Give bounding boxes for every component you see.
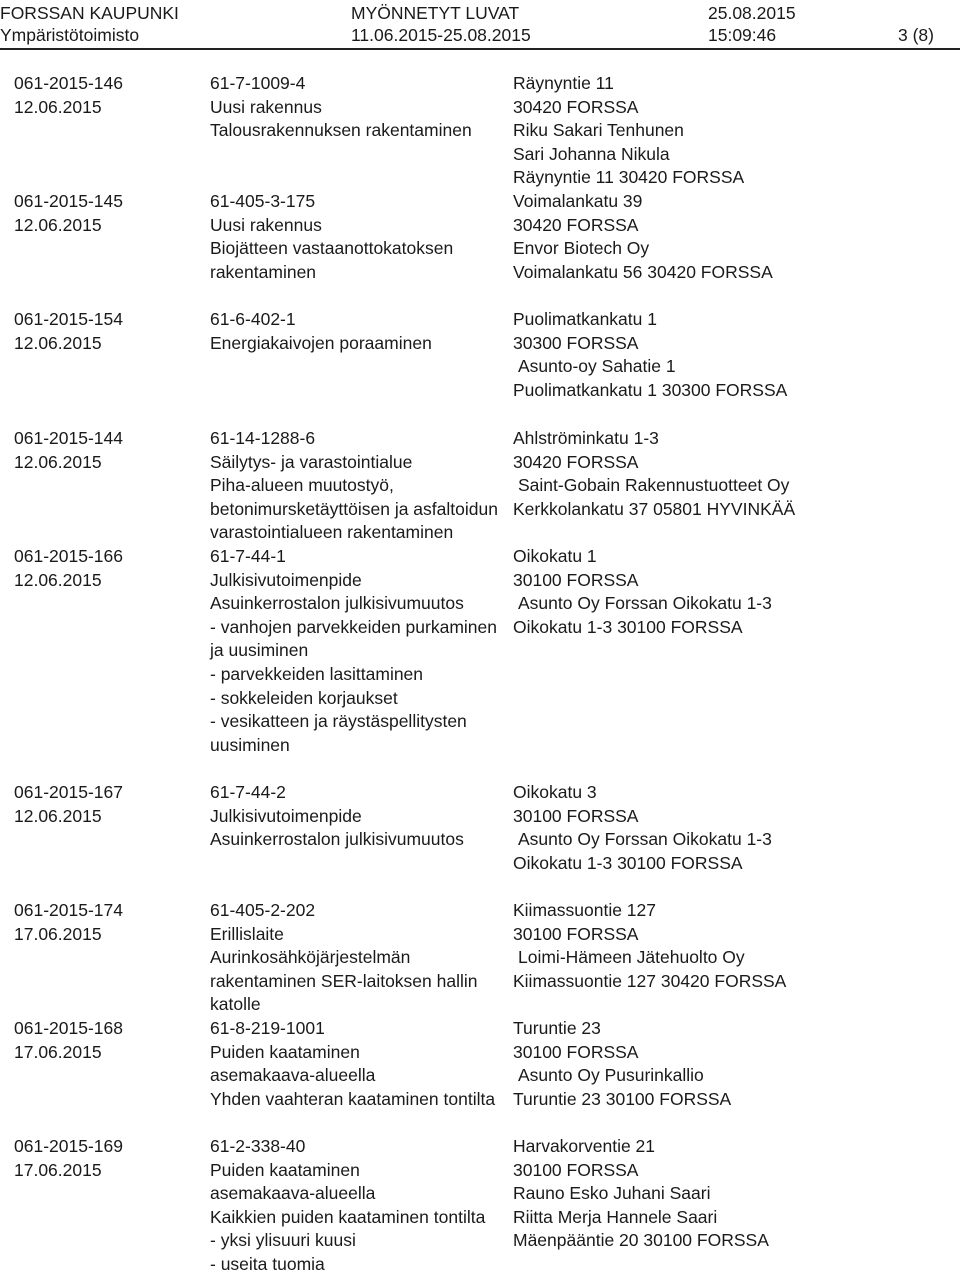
- permit-number: 061-2015-145: [14, 191, 123, 211]
- detail-line: katolle: [210, 994, 261, 1015]
- detail-line: rakentaminen SER-laitoksen hallin: [210, 970, 478, 991]
- header-row-2: [0, 24, 960, 46]
- address-line: Riitta Merja Hannele Saari: [513, 1206, 718, 1227]
- detail-line: - parvekkeiden lasittaminen: [210, 663, 424, 684]
- address-line: Oikokatu 1-3 30100 FORSSA: [513, 616, 743, 637]
- detail-line: Puiden kaataminen: [210, 1041, 360, 1062]
- address-line: 30100 FORSSA: [513, 1041, 639, 1062]
- detail-line: Kaikkien puiden kaataminen tontilta: [210, 1206, 486, 1227]
- permit-date: 12.06.2015: [14, 451, 102, 472]
- detail-line: rakentaminen: [210, 261, 317, 282]
- detail-line: ja uusiminen: [210, 640, 309, 661]
- detail-line: 61-14-1288-6: [210, 428, 316, 448]
- permit-number: 061-2015-144: [14, 428, 123, 448]
- permit-date: 17.06.2015: [14, 1041, 102, 1062]
- permit-details-column: [210, 781, 505, 852]
- permit-address-column: [513, 899, 953, 993]
- address-line: Envor Biotech Oy: [513, 238, 650, 259]
- address-line: Asunto Oy Pusurinkallio: [518, 1065, 704, 1086]
- permit-details-column: [210, 545, 505, 757]
- permit-date: 12.06.2015: [14, 569, 102, 590]
- permit-number: 061-2015-168: [14, 1018, 123, 1038]
- address-line: Kiimassuontie 127: [513, 900, 656, 920]
- detail-line: Biojätteen vastaanottokatoksen: [210, 238, 454, 259]
- permit-id-column: [14, 1017, 194, 1064]
- address-line: 30100 FORSSA: [513, 1159, 639, 1180]
- detail-line: uusiminen: [210, 734, 290, 755]
- address-line: Voimalankatu 56 30420 FORSSA: [513, 261, 773, 282]
- permit-date: 12.06.2015: [14, 332, 102, 353]
- permit-address-column: [513, 1017, 953, 1111]
- permit-number: 061-2015-146: [14, 73, 123, 93]
- detail-line: 61-7-44-2: [210, 782, 286, 802]
- detail-line: Erillislaite: [210, 923, 284, 944]
- address-line: Räynyntie 11: [513, 73, 614, 93]
- detail-line: Yhden vaahteran kaataminen tontilta: [210, 1088, 496, 1109]
- permit-details-column: [210, 1135, 505, 1277]
- detail-line: 61-405-2-202: [210, 900, 316, 920]
- detail-line: Asuinkerrostalon julkisivumuutos: [210, 593, 464, 614]
- address-line: Turuntie 23: [513, 1018, 601, 1038]
- permit-number: 061-2015-167: [14, 782, 123, 802]
- detail-line: varastointialueen rakentaminen: [210, 522, 454, 543]
- detail-line: asemakaava-alueella: [210, 1183, 376, 1204]
- permit-date: 12.06.2015: [14, 214, 102, 235]
- address-line: Turuntie 23 30100 FORSSA: [513, 1088, 732, 1109]
- address-line: 30100 FORSSA: [513, 805, 639, 826]
- detail-line: 61-2-338-40: [210, 1136, 306, 1156]
- permit-address-column: [513, 545, 953, 639]
- detail-line: betonimursketäyttöisen ja asfaltoidun: [210, 498, 498, 519]
- permit-address-column: [513, 308, 953, 402]
- detail-line: Piha-alueen muutostyö,: [210, 475, 394, 496]
- detail-line: - sokkeleiden korjaukset: [210, 687, 398, 708]
- address-line: Oikokatu 1-3 30100 FORSSA: [513, 852, 743, 873]
- detail-line: - useita tuomia: [210, 1253, 325, 1274]
- detail-line: Asuinkerrostalon julkisivumuutos: [210, 829, 464, 850]
- detail-line: - vanhojen parvekkeiden purkaminen: [210, 616, 497, 637]
- address-line: Sari Johanna Nikula: [513, 143, 670, 164]
- detail-line: asemakaava-alueella: [210, 1065, 376, 1086]
- address-line: Harvakorventie 21: [513, 1136, 656, 1156]
- report-title: MYÖNNETYT LUVAT: [351, 3, 520, 23]
- address-line: 30300 FORSSA: [513, 332, 639, 353]
- address-line: Asunto Oy Forssan Oikokatu 1-3: [518, 829, 772, 850]
- permit-id-column: [14, 899, 194, 946]
- permit-details-column: [210, 1017, 505, 1111]
- header-row-1: [0, 2, 960, 24]
- address-line: Puolimatkankatu 1: [513, 309, 657, 329]
- address-line: Oikokatu 1: [513, 546, 597, 566]
- permit-details-column: [210, 427, 505, 545]
- permit-date: 17.06.2015: [14, 923, 102, 944]
- permit-number: 061-2015-174: [14, 900, 123, 920]
- address-line: 30420 FORSSA: [513, 451, 639, 472]
- detail-line: 61-6-402-1: [210, 309, 296, 329]
- detail-line: Aurinkosähköjärjestelmän: [210, 947, 411, 968]
- permit-address-column: [513, 781, 953, 875]
- page-number: 3 (8): [898, 25, 934, 45]
- detail-line: Julkisivutoimenpide: [210, 569, 362, 590]
- permit-id-column: [14, 781, 194, 828]
- detail-line: Säilytys- ja varastointialue: [210, 451, 413, 472]
- permit-date: 12.06.2015: [14, 805, 102, 826]
- detail-line: Puiden kaataminen: [210, 1159, 360, 1180]
- permit-number: 061-2015-154: [14, 309, 123, 329]
- report-date: 25.08.2015: [708, 3, 796, 23]
- address-line: 30100 FORSSA: [513, 923, 639, 944]
- detail-line: Energiakaivojen poraaminen: [210, 332, 432, 353]
- permit-details-column: [210, 190, 505, 284]
- permit-address-column: [513, 190, 953, 284]
- permit-id-column: [14, 545, 194, 592]
- detail-line: 61-405-3-175: [210, 191, 316, 211]
- address-line: Asunto Oy Forssan Oikokatu 1-3: [518, 593, 772, 614]
- permit-address-column: [513, 72, 953, 190]
- detail-line: Uusi rakennus: [210, 96, 322, 117]
- report-time: 15:09:46: [708, 25, 777, 45]
- detail-line: - vesikatteen ja räystäspellitysten: [210, 711, 467, 732]
- permit-id-column: [14, 427, 194, 474]
- org-name: FORSSAN KAUPUNKI: [0, 3, 179, 23]
- permit-id-column: [14, 72, 194, 119]
- detail-line: - yksi ylisuuri kuusi: [210, 1230, 356, 1251]
- permit-id-column: [14, 1135, 194, 1182]
- detail-line: 61-7-44-1: [210, 546, 286, 566]
- address-line: Voimalankatu 39: [513, 191, 643, 211]
- address-line: Mäenpääntie 20 30100 FORSSA: [513, 1230, 769, 1251]
- header-divider: [0, 48, 960, 50]
- detail-line: 61-7-1009-4: [210, 73, 306, 93]
- address-line: Saint-Gobain Rakennustuotteet Oy: [518, 475, 790, 496]
- detail-line: Talousrakennuksen rakentaminen: [210, 120, 472, 141]
- permit-date: 17.06.2015: [14, 1159, 102, 1180]
- permit-address-column: [513, 427, 953, 521]
- permit-id-column: [14, 190, 194, 237]
- report-period: 11.06.2015-25.08.2015: [351, 25, 531, 45]
- address-line: Loimi-Hämeen Jätehuolto Oy: [518, 947, 745, 968]
- detail-line: Julkisivutoimenpide: [210, 805, 362, 826]
- permit-details-column: [210, 899, 505, 1017]
- address-line: Asunto-oy Sahatie 1: [518, 356, 676, 377]
- permit-address-column: [513, 1135, 953, 1253]
- address-line: 30420 FORSSA: [513, 96, 639, 117]
- permit-number: 061-2015-166: [14, 546, 123, 566]
- address-line: Riku Sakari Tenhunen: [513, 120, 684, 141]
- address-line: Kiimassuontie 127 30420 FORSSA: [513, 970, 787, 991]
- address-line: 30100 FORSSA: [513, 569, 639, 590]
- permit-details-column: [210, 308, 505, 355]
- address-line: Oikokatu 3: [513, 782, 597, 802]
- detail-line: 61-8-219-1001: [210, 1018, 325, 1038]
- address-line: Rauno Esko Juhani Saari: [513, 1183, 711, 1204]
- detail-line: Uusi rakennus: [210, 214, 322, 235]
- address-line: Puolimatkankatu 1 30300 FORSSA: [513, 379, 788, 400]
- address-line: Kerkkolankatu 37 05801 HYVINKÄÄ: [513, 498, 796, 519]
- permit-details-column: [210, 72, 505, 143]
- permit-date: 12.06.2015: [14, 96, 102, 117]
- address-line: Ahlströminkatu 1-3: [513, 428, 659, 448]
- address-line: 30420 FORSSA: [513, 214, 639, 235]
- permit-id-column: [14, 308, 194, 355]
- permit-number: 061-2015-169: [14, 1136, 123, 1156]
- address-line: Räynyntie 11 30420 FORSSA: [513, 167, 745, 188]
- department-name: Ympäristötoimisto: [0, 25, 140, 45]
